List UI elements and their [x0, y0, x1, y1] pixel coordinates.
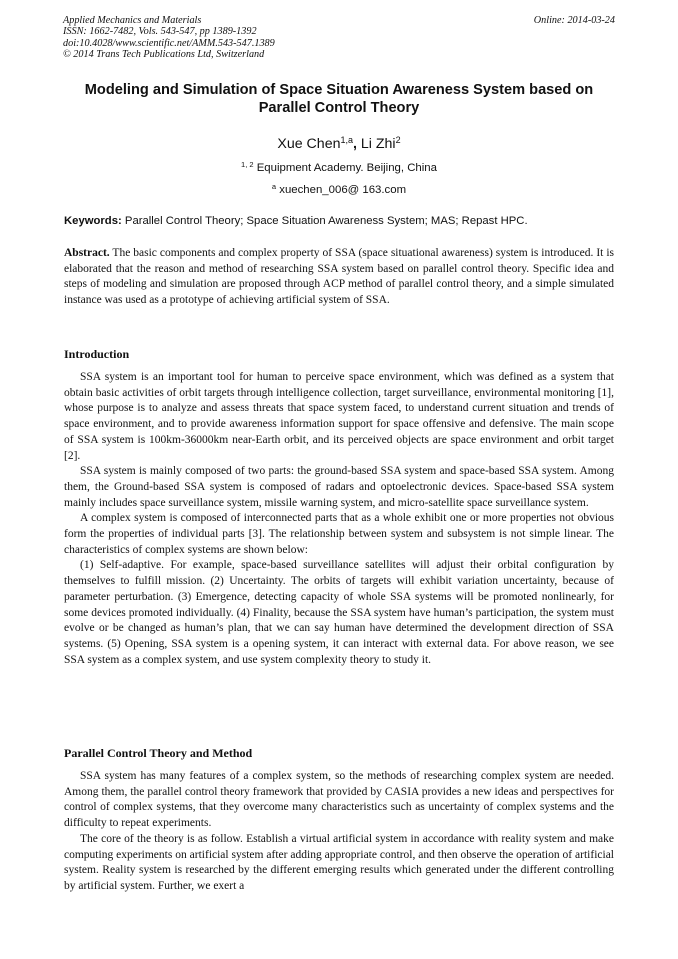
paragraph: SSA system is mainly composed of two parts: the ground-based SSA system and space-based SSA system. Among them, the Ground-based SSA system is composed of radars and optoelectronic devices. Space-based SSA system mainly includes space surveillance system, missile warning system, and micro-satellite space surveillance system. — [64, 465, 614, 509]
paragraph: (1) Self-adaptive. For example, space-based surveillance satellites will adjust their orbital configuration by themselves to fulfill mission. (2) Uncertainty. The orbits of targets will exhibit variation uncertainty, because of parameter perturbation. (3) Emergence, detecting capacity of whole SSA systems will be promoted nonlinearly, for some devices promoted individually. (4) Finality, because the SSA system have human’s participation, the system must evolve or be changed as human’s plan, that we can say human have determined the development direction of SSA systems. (5) Opening, SSA system is a opening system, it can interact with external data. For above reason, we see SSA system as a complex system, and use system complexity theory to study it. — [64, 559, 614, 666]
paragraph: SSA system is an important tool for human to perceive space environment, which was defined as a system that obtain basic activities of orbit targets through intelligence collection, target surveillance, environmental monitoring [1], whose purpose is to analyze and assess threats that space system faced, to understand current situation and trends of space environment, and to provide awareness information support for space offensive and defensive. The main scope of SSA system is 100km-36000km near-Earth orbit, and its perceived objects are space environment and orbit target [2]. — [64, 371, 614, 462]
abstract-text: The basic components and complex property of SSA (space situational awareness) system is introduced. It is elaborated that the reason and method of researching SSA system based on parallel control theory. Specific idea and steps of modeling and simulation are proposed through ACP method of parallel control theory, and a simple simulated instance was used as a prototype of achieving artificial system of SSA. — [64, 247, 614, 307]
issn-line: ISSN: 1662-7482, Vols. 543-547, pp 1389-1392 — [63, 26, 257, 38]
keywords-label: Keywords: — [64, 215, 122, 227]
journal-header — [63, 15, 615, 60]
affiliation-text: Equipment Academy. Beijing, China — [253, 162, 437, 174]
keywords-text: Parallel Control Theory; Space Situation Awareness System; MAS; Repast HPC. — [121, 215, 528, 227]
abstract — [64, 246, 614, 309]
email-superscript: a — [271, 182, 277, 191]
affiliation — [0, 158, 678, 175]
introduction-body — [64, 370, 614, 668]
paragraph: A complex system is composed of interconnected parts that as a whole exhibit one or more properties not obvious form the properties of individual parts [3]. The relationship between system and subsystem is not simple linear. The characteristics of complex systems are shown below: — [64, 512, 614, 556]
paper-title: Modeling and Simulation of Space Situation Awareness System based on Parallel Control Theory — [84, 82, 594, 116]
doi-line[interactable]: doi:10.4028/www.scientific.net/AMM.543-547.1389 — [63, 37, 275, 49]
section-heading-parallel-control: Parallel Control Theory and Method — [64, 746, 253, 760]
parallel-control-body — [64, 769, 614, 895]
email — [0, 180, 678, 197]
abstract-label: Abstract. — [64, 247, 110, 259]
copyright-line: © 2014 Trans Tech Publications Ltd, Switzerland — [63, 48, 265, 60]
affiliation-superscript: 1, 2 — [241, 160, 254, 169]
author-line — [0, 131, 678, 153]
author-superscript: 1,a — [340, 135, 353, 145]
author-name: Xue Chen — [277, 136, 341, 152]
author-name: Li Zhi — [360, 136, 396, 152]
paragraph: SSA system has many features of a complex system, so the methods of researching complex system are needed. Among them, the parallel control theory framework that provided by CASIA provides a new ideas and perspectives for control of complex systems, that they overcome many characteristics such as uncertainty of complex systems and the difficulty to repeat experiments. — [64, 770, 614, 830]
online-date: Online: 2014-03-24 — [533, 15, 615, 26]
journal-name: Applied Mechanics and Materials — [63, 15, 202, 26]
section-heading-introduction: Introduction — [64, 347, 130, 361]
author-superscript: 2 — [395, 135, 401, 145]
keywords — [64, 214, 614, 228]
paragraph: The core of the theory is as follow. Establish a virtual artificial system in accordance with reality system and make computing experiments on artificial system after adding appropriate control, and then observe the operation of artificial system. Reality system is researched by the different emerging results which generated under the different controlling by artificial system. Further, we exert a — [64, 832, 614, 892]
author-separator: , — [353, 136, 361, 152]
email-address[interactable]: xuechen_006@ 163.com — [276, 184, 407, 196]
